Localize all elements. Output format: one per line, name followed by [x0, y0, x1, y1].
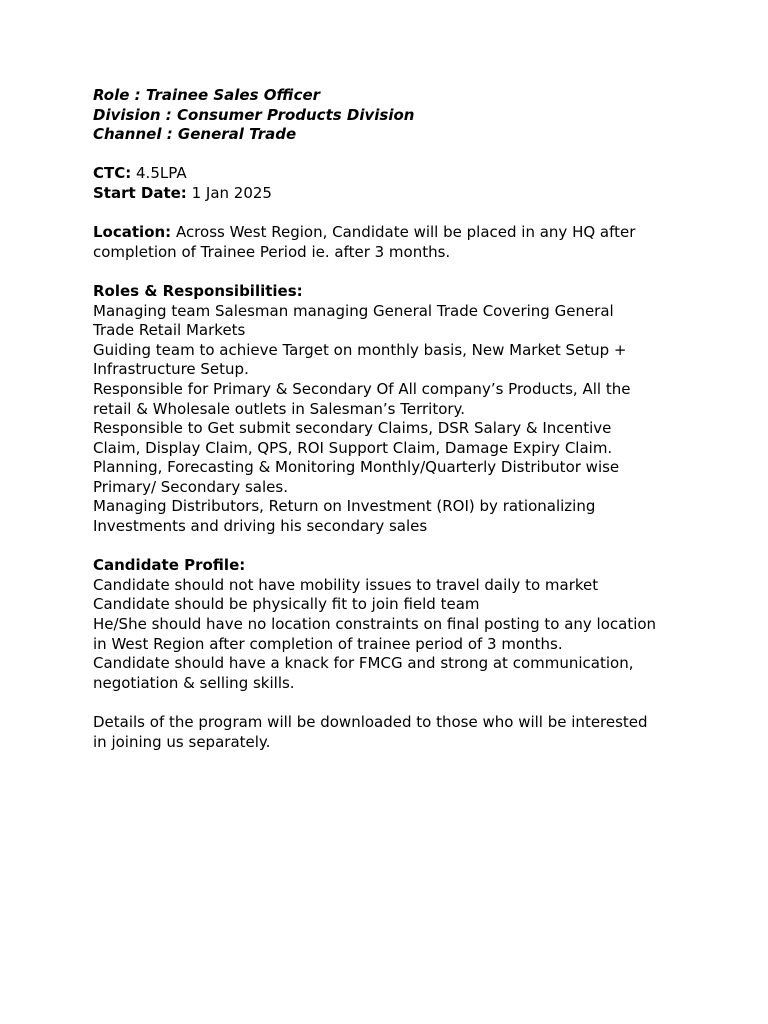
location-line-2: completion of Trainee Period ie. after 3 months.	[93, 242, 451, 261]
profile-heading: Candidate Profile:	[93, 556, 246, 575]
roles-line: retail & Wholesale outlets in Salesman’s Territory.	[93, 399, 466, 418]
channel-title: Channel : General Trade	[93, 125, 297, 144]
profile-line: in West Region after completion of trainee period of 3 months.	[93, 634, 563, 653]
spacer	[93, 537, 693, 557]
ctc-value: 4.5LPA	[131, 164, 187, 183]
roles-heading: Roles & Responsibilities:	[93, 281, 303, 300]
profile-line: He/She should have no location constraints on final posting to any location	[93, 615, 657, 634]
start-date-value: 1 Jan 2025	[186, 183, 272, 202]
roles-line: Investments and driving his secondary sales	[93, 517, 428, 536]
location-line	[93, 223, 693, 243]
roles-line: Responsible for Primary & Secondary Of All company’s Products, All the	[93, 379, 631, 398]
profile-line: negotiation & selling skills.	[93, 673, 295, 692]
spacer	[93, 693, 693, 713]
profile-line: Candidate should have a knack for FMCG and strong at communication,	[93, 654, 634, 673]
footer-line: in joining us separately.	[93, 732, 271, 751]
profile-line: Candidate should be physically fit to join field team	[93, 595, 480, 614]
spacer	[93, 262, 693, 282]
spacer	[93, 204, 693, 224]
roles-line: Trade Retail Markets	[93, 321, 246, 340]
profile-line: Candidate should not have mobility issues to travel daily to market	[93, 575, 599, 594]
roles-line: Claim, Display Claim, QPS, ROI Support Claim, Damage Expiry Claim.	[93, 438, 613, 457]
roles-line: Managing team Salesman managing General Trade Covering General	[93, 301, 614, 320]
roles-line: Guiding team to achieve Target on monthly basis, New Market Setup +	[93, 340, 627, 359]
footer-line: Details of the program will be downloaded to those who will be interested	[93, 713, 648, 731]
ctc-label: CTC:	[93, 164, 132, 183]
ctc-line	[93, 164, 693, 184]
location-text: Across West Region, Candidate will be placed in any HQ after	[171, 223, 636, 242]
role-title: Role : Trainee Sales Officer	[93, 86, 321, 104]
roles-line: Primary/ Secondary sales.	[93, 477, 288, 496]
location-label: Location:	[93, 223, 172, 242]
document-page	[93, 86, 693, 752]
roles-line: Infrastructure Setup.	[93, 360, 249, 379]
spacer	[93, 145, 693, 165]
roles-line: Managing Distributors, Return on Investment (ROI) by rationalizing	[93, 497, 596, 516]
roles-line: Planning, Forecasting & Monitoring Monthly/Quarterly Distributor wise	[93, 458, 620, 477]
division-title: Division : Consumer Products Division	[93, 105, 415, 124]
roles-line: Responsible to Get submit secondary Claims, DSR Salary & Incentive	[93, 419, 612, 438]
start-date-line	[93, 184, 693, 204]
start-date-label: Start Date:	[93, 183, 187, 202]
